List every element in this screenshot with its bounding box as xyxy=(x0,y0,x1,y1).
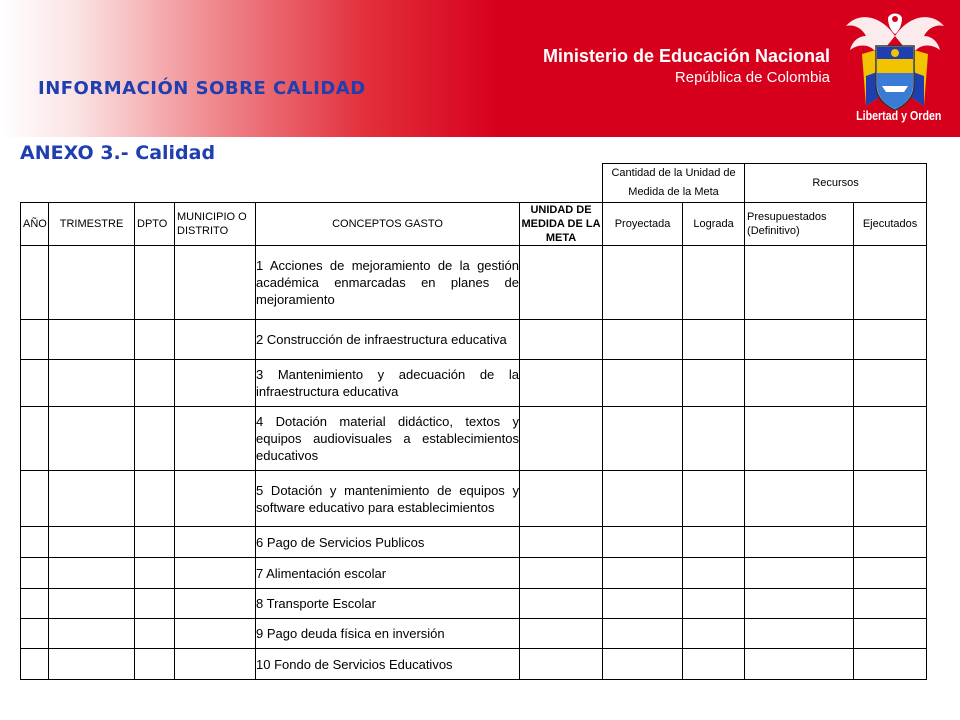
cell-municipio xyxy=(175,407,256,471)
concept-cell: 6 Pago de Servicios Publicos xyxy=(256,527,520,558)
cell-trimestre xyxy=(49,527,135,558)
cell-trimestre xyxy=(49,246,135,320)
table-row xyxy=(21,589,927,619)
table-row xyxy=(21,246,927,320)
cell-presupuestados xyxy=(745,320,854,360)
cell-presupuestados xyxy=(745,527,854,558)
cell-ejecutados xyxy=(854,320,927,360)
concept-cell: 9 Pago deuda física en inversión xyxy=(256,619,520,649)
cell-ejecutados xyxy=(854,649,927,680)
group-header-blank xyxy=(21,164,603,203)
col-header-proyectada: Proyectada xyxy=(603,203,683,246)
cell-dpto xyxy=(135,558,175,589)
cell-lograda xyxy=(683,471,745,527)
cell-proyectada xyxy=(603,558,683,589)
cell-trimestre xyxy=(49,471,135,527)
cell-lograda xyxy=(683,589,745,619)
col-header-conceptos: CONCEPTOS GASTO xyxy=(256,203,520,246)
group-header-row xyxy=(21,164,927,203)
table-row xyxy=(21,471,927,527)
cell-ejecutados xyxy=(854,471,927,527)
cell-anio xyxy=(21,246,49,320)
cell-ejecutados xyxy=(854,619,927,649)
cell-unidad xyxy=(520,471,603,527)
cell-dpto xyxy=(135,527,175,558)
cell-trimestre xyxy=(49,558,135,589)
cell-municipio xyxy=(175,558,256,589)
section-title: INFORMACIÓN SOBRE CALIDAD xyxy=(38,78,366,99)
cell-trimestre xyxy=(49,619,135,649)
cell-unidad xyxy=(520,407,603,471)
cell-proyectada xyxy=(603,589,683,619)
table-row xyxy=(21,619,927,649)
cell-proyectada xyxy=(603,619,683,649)
cell-dpto xyxy=(135,246,175,320)
cell-ejecutados xyxy=(854,527,927,558)
cell-municipio xyxy=(175,619,256,649)
cell-anio xyxy=(21,649,49,680)
cell-unidad xyxy=(520,589,603,619)
cell-presupuestados xyxy=(745,649,854,680)
cell-unidad xyxy=(520,360,603,407)
concept-cell: 8 Transporte Escolar xyxy=(256,589,520,619)
col-header-presupuestados: Presupuestados (Definitivo) xyxy=(745,203,854,246)
cell-unidad xyxy=(520,558,603,589)
column-header-row xyxy=(21,203,927,246)
concept-cell: 2 Construcción de infraestructura educativa xyxy=(256,320,520,360)
col-header-anio: AÑO xyxy=(21,203,49,246)
cell-lograda xyxy=(683,320,745,360)
concept-cell: 4 Dotación material didáctico, textos y equipos audiovisuales a establecimientos educativos xyxy=(256,407,520,471)
col-header-ejecutados: Ejecutados xyxy=(854,203,927,246)
cell-lograda xyxy=(683,360,745,407)
cell-lograda xyxy=(683,527,745,558)
cell-unidad xyxy=(520,649,603,680)
cell-ejecutados xyxy=(854,246,927,320)
cell-ejecutados xyxy=(854,558,927,589)
cell-dpto xyxy=(135,320,175,360)
cell-municipio xyxy=(175,589,256,619)
cell-anio xyxy=(21,471,49,527)
cell-anio xyxy=(21,407,49,471)
ministry-subtitle: República de Colombia xyxy=(674,69,830,86)
cell-dpto xyxy=(135,471,175,527)
cell-unidad xyxy=(520,246,603,320)
col-header-dpto: DPTO xyxy=(135,203,175,246)
cell-presupuestados xyxy=(745,471,854,527)
cell-presupuestados xyxy=(745,407,854,471)
cell-lograda xyxy=(683,246,745,320)
col-header-municipio: MUNICIPIO O DISTRITO xyxy=(175,203,256,246)
cell-anio xyxy=(21,320,49,360)
concept-cell: 10 Fondo de Servicios Educativos xyxy=(256,649,520,680)
cell-dpto xyxy=(135,360,175,407)
cell-municipio xyxy=(175,320,256,360)
cell-dpto xyxy=(135,589,175,619)
cell-presupuestados xyxy=(745,246,854,320)
cell-anio xyxy=(21,558,49,589)
cell-trimestre xyxy=(49,589,135,619)
cell-ejecutados xyxy=(854,407,927,471)
cell-presupuestados xyxy=(745,360,854,407)
table-row xyxy=(21,407,927,471)
cell-unidad xyxy=(520,527,603,558)
concept-cell: 1 Acciones de mejoramiento de la gestión académica enmarcadas en planes de mejoramiento xyxy=(256,246,520,320)
cell-proyectada xyxy=(603,649,683,680)
header-cantidad: Cantidad de la Unidad de Medida de la Meta xyxy=(603,164,745,203)
cell-proyectada xyxy=(603,527,683,558)
table-row xyxy=(21,360,927,407)
col-header-unidad-medida: UNIDAD DE MEDIDA DE LA META xyxy=(521,204,601,244)
ministry-block xyxy=(543,44,830,88)
cell-presupuestados xyxy=(745,589,854,619)
cell-trimestre xyxy=(49,360,135,407)
col-header-trimestre: TRIMESTRE xyxy=(49,203,135,246)
cell-ejecutados xyxy=(854,360,927,407)
cell-proyectada xyxy=(603,246,683,320)
ministry-name: Ministerio de Educación Nacional xyxy=(542,46,830,66)
cell-anio xyxy=(21,619,49,649)
cell-dpto xyxy=(135,619,175,649)
cell-municipio xyxy=(175,471,256,527)
cell-anio xyxy=(21,360,49,407)
cell-municipio xyxy=(175,649,256,680)
header-recursos: Recursos xyxy=(745,164,927,203)
cell-municipio xyxy=(175,360,256,407)
cell-trimestre xyxy=(49,649,135,680)
cell-trimestre xyxy=(49,407,135,471)
cell-ejecutados xyxy=(854,589,927,619)
concept-cell: 7 Alimentación escolar xyxy=(256,558,520,589)
cell-municipio xyxy=(175,246,256,320)
cell-anio xyxy=(21,589,49,619)
table-row xyxy=(21,320,927,360)
quality-annex-table xyxy=(20,163,927,680)
cell-presupuestados xyxy=(745,619,854,649)
cell-lograda xyxy=(683,407,745,471)
cell-unidad xyxy=(520,320,603,360)
cell-trimestre xyxy=(49,320,135,360)
cell-lograda xyxy=(683,649,745,680)
table-row xyxy=(21,527,927,558)
table-row xyxy=(21,558,927,589)
col-header-lograda: Lograda xyxy=(683,203,745,246)
cell-anio xyxy=(21,527,49,558)
motto-text: Libertad y Orden xyxy=(856,108,942,123)
cell-lograda xyxy=(683,558,745,589)
cell-presupuestados xyxy=(745,558,854,589)
concept-cell: 3 Mantenimiento y adecuación de la infraestructura educativa xyxy=(256,360,520,407)
table-row xyxy=(21,649,927,680)
cell-proyectada xyxy=(603,407,683,471)
cell-dpto xyxy=(135,407,175,471)
cell-dpto xyxy=(135,649,175,680)
cell-municipio xyxy=(175,527,256,558)
cell-unidad xyxy=(520,619,603,649)
annex-title: ANEXO 3.- Calidad xyxy=(20,142,216,164)
cell-proyectada xyxy=(603,471,683,527)
cell-proyectada xyxy=(603,320,683,360)
concept-cell: 5 Dotación y mantenimiento de equipos y software educativo para establecimientos xyxy=(256,471,520,527)
cell-lograda xyxy=(683,619,745,649)
cell-proyectada xyxy=(603,360,683,407)
